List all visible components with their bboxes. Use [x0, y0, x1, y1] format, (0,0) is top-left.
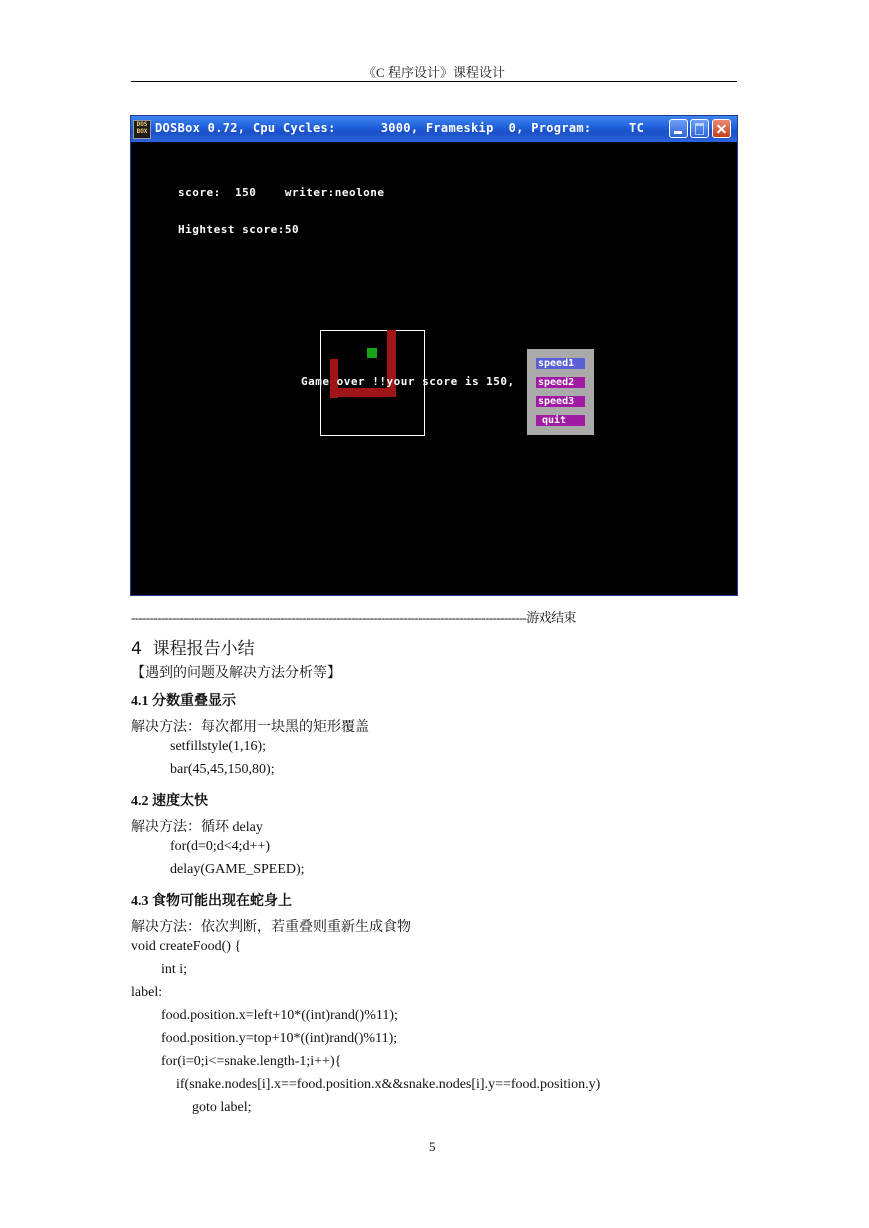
subsection-heading: 4.1 分数重叠显示 [131, 694, 236, 709]
page-number: 5 [429, 1139, 436, 1154]
maximize-button[interactable] [690, 119, 709, 138]
code-line: goto label; [192, 1100, 252, 1115]
dosbox-logo-icon: DOS BOX [133, 120, 151, 139]
header-rule [131, 81, 737, 82]
body-text: 解决方法：循环 delay [131, 820, 263, 835]
gameover-text: Game over !!your score is 150, [301, 375, 515, 388]
code-line: food.position.x=left+10*((int)rand()%11); [161, 1008, 398, 1023]
code-line: delay(GAME_SPEED); [170, 862, 305, 877]
menu-item-speed2[interactable]: speed2 [536, 377, 585, 388]
code-line: setfillstyle(1,16); [170, 739, 267, 754]
highscore-text: Hightest score:50 [178, 223, 300, 236]
score-text: score: 150 writer:neolone [178, 186, 385, 199]
section-title: 4 课程报告小结 [131, 639, 255, 659]
speed-menu [527, 349, 594, 435]
code-line: food.position.y=top+10*((int)rand()%11); [161, 1031, 398, 1046]
page-header: 《C 程序设计》课程设计 [363, 65, 505, 80]
menu-item-speed1[interactable]: speed1 [536, 358, 585, 369]
menu-item-speed3[interactable]: speed3 [536, 396, 585, 407]
code-line: void createFood() { [131, 939, 242, 954]
close-button[interactable] [712, 119, 731, 138]
code-line: if(snake.nodes[i].x==food.position.x&&snake.nodes[i].y==food.position.y) [176, 1077, 601, 1092]
dosbox-window[interactable] [131, 116, 737, 595]
window-title: DOSBox 0.72, Cpu Cycles: 3000, Frameskip 0, Program: TC [155, 121, 645, 135]
code-line: for(d=0;d<4;d++) [170, 839, 271, 854]
figure-caption: ----------------------------------------------------------------------------------------------------------游戏结束 [131, 610, 576, 625]
code-line: int i; [161, 962, 188, 977]
food-block [367, 348, 377, 358]
section-subtitle: 【遇到的问题及解决方法分析等】 [131, 666, 341, 681]
dosbox-titlebar[interactable] [131, 116, 737, 142]
subsection-heading: 4.2 速度太快 [131, 794, 208, 809]
subsection-heading: 4.3 食物可能出现在蛇身上 [131, 894, 292, 909]
code-line: label: [131, 985, 163, 1000]
minimize-button[interactable] [669, 119, 688, 138]
menu-item-quit[interactable]: quit [536, 415, 585, 426]
code-line: bar(45,45,150,80); [170, 762, 275, 777]
body-text: 解决方法：每次都用一块黑的矩形覆盖 [131, 720, 369, 735]
body-text: 解决方法：依次判断，若重叠则重新生成食物 [131, 920, 411, 935]
code-line: for(i=0;i<=snake.length-1;i++){ [161, 1054, 342, 1069]
